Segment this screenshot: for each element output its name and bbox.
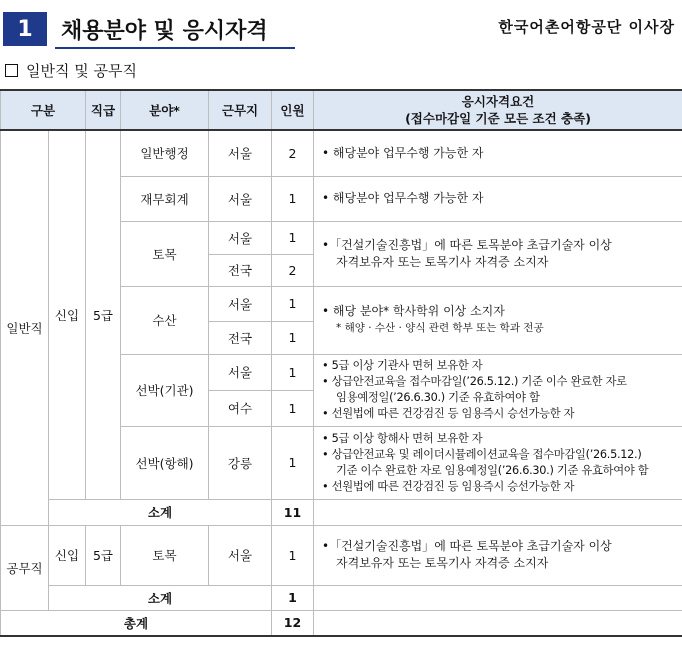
location-cell: 서울 <box>209 176 272 221</box>
field-cell: 선박(항해) <box>121 426 209 499</box>
total-row <box>1 610 682 636</box>
location-cell: 전국 <box>209 254 272 286</box>
requirement-line: 자격보유자 또는 토목기사 자격증 소지자 <box>336 556 549 570</box>
requirement-line: • 해당 분야* 학사학위 이상 소지자 <box>322 304 505 318</box>
location-cell: 전국 <box>209 321 272 354</box>
requirement-line: • 5급 이상 기관사 면허 보유한 자 <box>322 359 483 372</box>
grade-general: 5급 <box>86 130 121 499</box>
qualification-header-line1: 응시자격요건 <box>461 94 535 109</box>
count-cell: 1 <box>272 354 314 390</box>
count-cell: 1 <box>272 221 314 254</box>
subtotal-row-general <box>1 499 682 525</box>
count-cell: 1 <box>272 426 314 499</box>
qualification-header-line2: (접수마감일 기준 모든 조건 충족) <box>405 111 591 126</box>
location-cell: 서울 <box>209 130 272 176</box>
requirement-line: 기준 이수 완료한 자로 임용예정일(’26.6.30.) 기준 유효하여야 함 <box>336 463 649 477</box>
grade-contract: 5급 <box>86 525 121 585</box>
count-cell: 1 <box>272 286 314 321</box>
col-header-location: 근무지 <box>209 90 272 130</box>
category-general: 일반직 <box>1 130 49 525</box>
location-cell: 서울 <box>209 286 272 321</box>
subtotal-empty <box>314 585 682 610</box>
col-header-qualification <box>314 90 682 130</box>
location-cell: 서울 <box>209 221 272 254</box>
organization-name: 한국어촌어항공단 이사장 <box>498 18 675 36</box>
requirement-line: • 선원법에 따른 건강검진 등 임용즉시 승선가능한 자 <box>322 407 575 420</box>
count-cell: 2 <box>272 254 314 286</box>
field-cell: 토목 <box>121 221 209 286</box>
requirement-cell <box>314 286 682 354</box>
requirement-line: 자격보유자 또는 토목기사 자격증 소지자 <box>336 254 549 269</box>
requirement-line: 임용예정일(’26.6.30.) 기준 유효하여야 함 <box>336 391 540 404</box>
col-header-count: 인원 <box>272 90 314 130</box>
location-cell: 강릉 <box>209 426 272 499</box>
subsection-heading-text: 일반직 및 공무직 <box>26 62 137 80</box>
recruitment-table <box>0 89 682 637</box>
requirement-cell <box>314 525 682 585</box>
section-number-badge: 1 <box>3 12 47 46</box>
col-header-category: 구분 <box>1 90 86 130</box>
subtotal-row-contract <box>1 585 682 610</box>
location-cell: 서울 <box>209 525 272 585</box>
requirement-line: •「건설기술진흥법」에 따른 토목분야 초급기술자 이상 <box>322 237 612 252</box>
requirement-line: • 5급 이상 항해사 면허 보유한 자 <box>322 431 483 445</box>
field-cell: 일반행정 <box>121 130 209 176</box>
requirement-note: * 해양 · 수산 · 양식 관련 학부 또는 학과 전공 <box>336 322 544 334</box>
subtotal-label: 소계 <box>49 585 272 610</box>
subsection-heading <box>5 60 137 81</box>
total-label: 총계 <box>1 610 272 636</box>
col-header-field: 분야* <box>121 90 209 130</box>
requirement-line: • 해당분야 업무수행 가능한 자 <box>322 145 484 160</box>
location-cell: 여수 <box>209 390 272 426</box>
requirement-line: • 상급안전교육을 접수마감일(’26.5.12.) 기준 이수 완료한 자로 <box>322 375 627 388</box>
requirement-line: • 해당분야 업무수행 가능한 자 <box>322 191 484 205</box>
requirement-line: • 상급안전교육 및 레이더시뮬레이션교육을 접수마감일(’26.5.12.) <box>322 447 642 461</box>
field-cell: 재무회계 <box>121 176 209 221</box>
total-empty <box>314 610 682 636</box>
total-count: 12 <box>272 610 314 636</box>
category-contract: 공무직 <box>1 525 49 610</box>
count-cell: 1 <box>272 321 314 354</box>
requirement-cell <box>314 221 682 286</box>
requirement-cell <box>314 354 682 426</box>
count-cell: 1 <box>272 525 314 585</box>
type-contract: 신입 <box>49 525 86 585</box>
requirement-cell <box>314 130 682 176</box>
field-cell: 수산 <box>121 286 209 354</box>
checkbox-square-icon <box>5 64 18 77</box>
subtotal-empty <box>314 499 682 525</box>
field-cell: 토목 <box>121 525 209 585</box>
table-header-row <box>1 90 682 130</box>
requirement-line: •「건설기술진흥법」에 따른 토목분야 초급기술자 이상 <box>322 539 612 553</box>
requirement-cell <box>314 176 682 221</box>
location-cell: 서울 <box>209 354 272 390</box>
requirement-line: • 선원법에 따른 건강검진 등 임용즉시 승선가능한 자 <box>322 479 575 493</box>
requirement-cell <box>314 426 682 499</box>
type-general: 신입 <box>49 130 86 499</box>
subtotal-count: 11 <box>272 499 314 525</box>
section-title-underline <box>55 47 295 49</box>
count-cell: 2 <box>272 130 314 176</box>
subtotal-count: 1 <box>272 585 314 610</box>
section-header <box>3 10 682 50</box>
field-cell: 선박(기관) <box>121 354 209 426</box>
table-row <box>1 130 682 176</box>
col-header-grade: 직급 <box>86 90 121 130</box>
count-cell: 1 <box>272 176 314 221</box>
count-cell: 1 <box>272 390 314 426</box>
subtotal-label: 소계 <box>49 499 272 525</box>
section-title: 채용분야 및 응시자격 <box>61 19 268 44</box>
table-row <box>1 525 682 585</box>
